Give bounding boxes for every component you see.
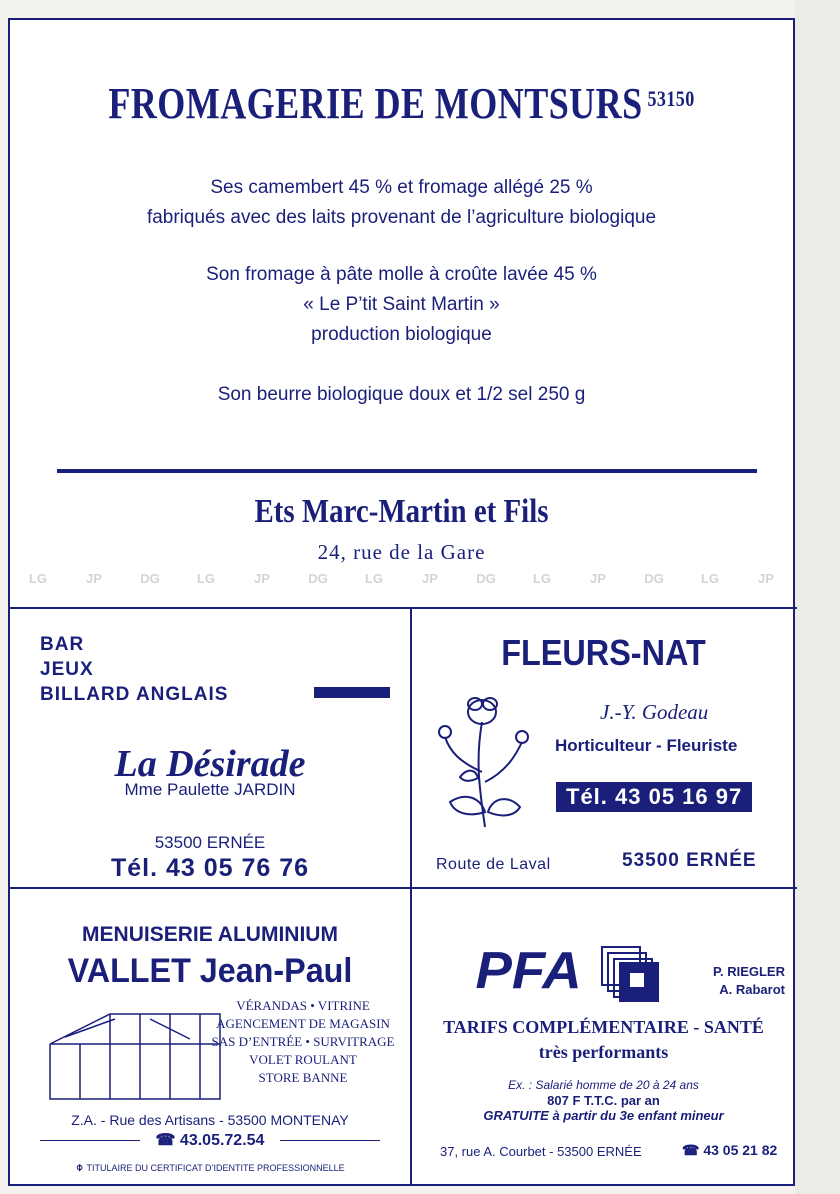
pfa-phone: ☎ 43 05 21 82 [682, 1142, 778, 1158]
fleurs-profession: Horticulteur - Fleuriste [555, 736, 738, 755]
product-line-4: « Le P’tit Saint Martin » [303, 294, 500, 315]
bar-line-3: BILLARD ANGLAIS [40, 684, 229, 705]
fleurs-signature: J.-Y. Godeau [600, 700, 709, 724]
vallet-phone: ☎ 43.05.72.54 [140, 1130, 280, 1150]
vallet-services [198, 997, 408, 1087]
decorative-bar [314, 687, 390, 698]
product-line-3: Son fromage à pâte molle à croûte lavée 45 % [206, 264, 597, 285]
bar-city: 53500 ERNÉE [154, 833, 266, 852]
service-2: AGENCEMENT DE MAGASIN [216, 1016, 390, 1031]
pfa-agent-1: P. RIEGLER [712, 964, 785, 979]
vallet-title: MENUISERIE ALUMINIUM [82, 923, 338, 946]
watermark-glyph: JP [590, 571, 606, 586]
fleurs-city: 53500 ERNÉE [622, 850, 757, 871]
product-line-2: fabriqués avec des laits provenant de l’agriculture biologique [146, 207, 657, 228]
bar-ad-heading [40, 632, 228, 707]
watermark-glyph: LG [196, 571, 216, 586]
flower-illustration-icon [430, 682, 540, 832]
grid-line [10, 607, 797, 609]
service-5: STORE BANNE [258, 1070, 348, 1085]
certificate-logo-icon: ⌽ [76, 1160, 87, 1174]
pfa-squares-icon [600, 945, 664, 1003]
company-name: Ets Marc-Martin et Fils [254, 493, 549, 530]
fromagerie-zip: 53150 [647, 85, 695, 111]
watermark-glyph: LG [700, 571, 720, 586]
pfa-logo [475, 942, 582, 1000]
service-1: VÉRANDAS • VITRINE [236, 998, 370, 1013]
divider [57, 469, 757, 473]
watermark-glyph: JP [86, 571, 102, 586]
watermark-glyph: JP [254, 571, 270, 586]
watermark-glyph: LG [532, 571, 552, 586]
pfa-agent-2: A. Rabarot [719, 982, 785, 997]
fleurs-name: FLEURS-NAT [501, 632, 706, 673]
fromagerie-title: FROMAGERIE DE MONTSURS $^{53150}$ [108, 79, 695, 128]
advertisement-page [8, 18, 795, 1186]
watermark-glyph: DG [140, 571, 160, 586]
fleurs-road: Route de Laval [436, 856, 551, 873]
pfa-subline: très performants [538, 1042, 669, 1062]
bar-phone: Tél. 43 05 76 76 [110, 854, 310, 882]
watermark-glyph: DG [644, 571, 664, 586]
watermark-glyph: LG [28, 571, 48, 586]
watermark-glyph: JP [422, 571, 438, 586]
pfa-price: 807 F T.T.C. par an [547, 1093, 660, 1108]
pfa-headline: TARIFS COMPLÉMENTAIRE - SANTÉ [443, 1017, 764, 1037]
fleurs-phone: Tél. 43 05 16 97 [556, 782, 752, 812]
service-4: VOLET ROULANT [249, 1052, 357, 1067]
product-line-1: Ses camembert 45 % et fromage allégé 25 % [210, 177, 593, 198]
watermark-glyph: DG [308, 571, 328, 586]
pfa-agents [690, 963, 785, 999]
bar-name: La Désirade [114, 743, 306, 785]
bar-line-2: JEUX [40, 659, 94, 680]
pfa-logo-text: PFA [475, 942, 582, 1000]
vallet-certificate: ⌽ TITULAIRE DU CERTIFICAT D’IDENTITE PROFESSIONNELLE [76, 1160, 345, 1174]
vallet-address: Z.A. - Rue des Artisans - 53500 MONTENAY [71, 1112, 349, 1128]
service-3: SAS D’ENTRÉE • SURVITRAGE [211, 1034, 395, 1049]
phone-icon: ☎ [155, 1132, 180, 1149]
company-address: 24, rue de la Gare [317, 540, 486, 564]
pfa-address: 37, rue A. Courbet - 53500 ERNÉE [440, 1144, 642, 1159]
pfa-free: GRATUITE à partir du 3e enfant mineur [483, 1108, 724, 1123]
phone-icon: ☎ [682, 1142, 704, 1158]
watermark-glyph: LG [364, 571, 384, 586]
pfa-example: Ex. : Salarié homme de 20 à 24 ans [508, 1078, 699, 1092]
watermark-strip [10, 570, 797, 610]
watermark-glyph: JP [758, 571, 774, 586]
adjacent-page-edge [795, 0, 840, 1194]
product-line-6: Son beurre biologique doux et 1/2 sel 250 g [217, 384, 586, 405]
product-line-5: production biologique [311, 324, 492, 345]
watermark-glyph: DG [476, 571, 496, 586]
vallet-name: VALLET Jean-Paul [67, 952, 353, 990]
bar-line-1: BAR [40, 634, 85, 655]
bar-owner: Mme Paulette JARDIN [124, 780, 296, 799]
grid-line [10, 887, 797, 889]
